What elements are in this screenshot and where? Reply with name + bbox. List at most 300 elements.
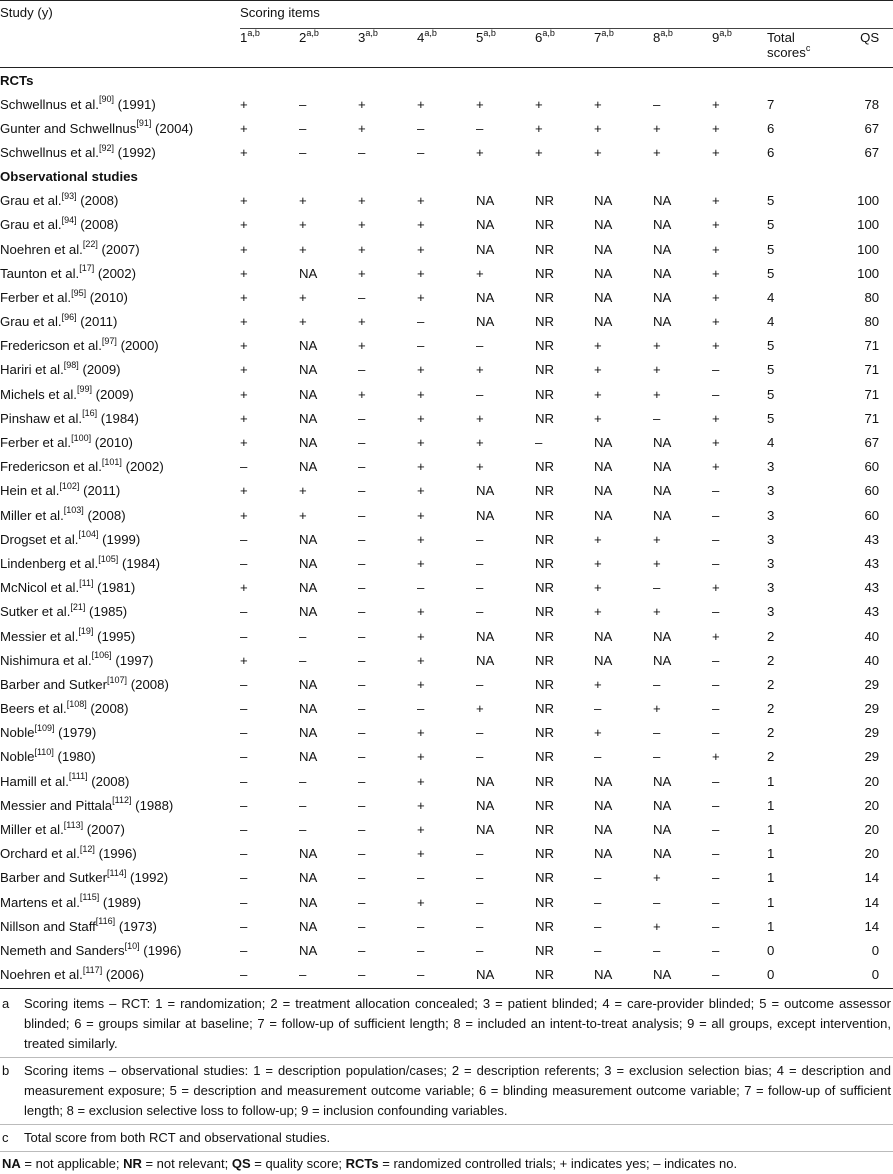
section-row <box>0 68 893 93</box>
item-cell-6: NR <box>535 483 555 499</box>
study-cell <box>0 842 240 866</box>
study-author: Messier et al. <box>0 628 79 644</box>
item-cell-5: NA <box>476 773 495 789</box>
item-cell-6: NR <box>535 967 555 983</box>
table-row <box>0 842 893 866</box>
total-cell: 2 <box>767 701 775 717</box>
study-cell <box>0 92 240 116</box>
table-row <box>0 721 893 745</box>
study-author: Schwellnus et al. <box>0 96 99 112</box>
study-reference: [10] <box>124 940 140 951</box>
study-author: Schwellnus et al. <box>0 144 99 160</box>
item-cell-7: NA <box>594 507 613 523</box>
item-cell-9: – <box>712 725 720 741</box>
item-number: 7 <box>594 30 602 45</box>
item-cell-2: + <box>299 193 307 209</box>
qs-cell: 20 <box>864 846 880 862</box>
item-cell-6: NR <box>535 918 555 934</box>
item-cell-2: + <box>299 507 307 523</box>
item-number: 9 <box>712 30 720 45</box>
study-reference: [102] <box>59 481 80 492</box>
abbreviation-definition: = not applicable; <box>20 1155 124 1171</box>
study-year: (2011) <box>76 314 118 330</box>
study-author: Noehren et al. <box>0 241 83 257</box>
item-cell-5: NA <box>476 193 495 209</box>
item-superscript: a,b <box>601 27 614 38</box>
study-year: (2007) <box>97 241 140 257</box>
item-cell-1: – <box>240 918 248 934</box>
item-cell-7: + <box>594 531 602 547</box>
qs-cell: 100 <box>857 193 880 209</box>
qs-cell: 29 <box>864 749 880 765</box>
qs-cell: 71 <box>864 338 880 354</box>
item-cell-9: – <box>712 942 720 958</box>
study-cell <box>0 140 240 164</box>
study-reference: [105] <box>98 553 119 564</box>
item-cell-5: NA <box>476 217 495 233</box>
study-cell <box>0 745 240 769</box>
study-author: Michels et al. <box>0 386 77 402</box>
footnote-text: Total score from both RCT and observational studies. <box>24 1129 331 1145</box>
item-cell-7: NA <box>594 459 613 475</box>
item-cell-9: – <box>712 531 720 547</box>
study-cell <box>0 817 240 841</box>
item-cell-9: – <box>712 676 720 692</box>
item-cell-9: + <box>712 435 720 451</box>
item-cell-1: + <box>240 386 248 402</box>
item-cell-7: + <box>594 410 602 426</box>
total-cell: 5 <box>767 338 775 354</box>
study-reference: [16] <box>82 408 98 419</box>
qs-cell: 14 <box>864 918 880 934</box>
table-row <box>0 116 893 140</box>
item-cell-6: NR <box>535 507 555 523</box>
item-cell-5: NA <box>476 289 495 305</box>
item-cell-2: – <box>299 96 307 112</box>
study-cell <box>0 890 240 914</box>
item-cell-4: + <box>417 217 425 233</box>
study-year: (2008) <box>86 701 129 717</box>
item-cell-4: + <box>417 604 425 620</box>
item-cell-1: – <box>240 894 248 910</box>
item-cell-2: NA <box>299 555 318 571</box>
item-cell-2: – <box>299 773 307 789</box>
item-cell-9: – <box>712 846 720 862</box>
table-row <box>0 551 893 575</box>
item-cell-6: NR <box>535 604 555 620</box>
footnote <box>0 994 893 1057</box>
total-cell: 1 <box>767 870 775 886</box>
item-cell-8: NA <box>653 797 672 813</box>
item-cell-8: NA <box>653 483 672 499</box>
item-cell-8: – <box>653 894 661 910</box>
item-cell-3: – <box>358 289 366 305</box>
abbreviation-definition: = not relevant; <box>141 1155 232 1171</box>
item-cell-8: – <box>653 410 661 426</box>
item-cell-8: + <box>653 531 661 547</box>
footnote-label: a <box>2 995 10 1011</box>
study-cell <box>0 310 240 334</box>
study-cell <box>0 261 240 285</box>
item-cell-7: NA <box>594 314 613 330</box>
item-cell-3: – <box>358 846 366 862</box>
item-cell-1: – <box>240 459 248 475</box>
footnote <box>0 1124 893 1151</box>
section-row <box>0 165 893 189</box>
item-cell-1: + <box>240 144 248 160</box>
item-cell-8: NA <box>653 822 672 838</box>
section-title: RCTs <box>0 72 34 88</box>
table-row <box>0 769 893 793</box>
item-cell-2: + <box>299 483 307 499</box>
item-cell-9: – <box>712 362 720 378</box>
table-row <box>0 455 893 479</box>
item-cell-8: – <box>653 942 661 958</box>
item-cell-1: – <box>240 555 248 571</box>
study-author: Nillson and Staff <box>0 918 96 934</box>
study-reference: [116] <box>95 916 116 927</box>
item-cell-9: + <box>712 314 720 330</box>
footnote-text: Scoring items – RCT: 1 = randomization; 2 = treatment allocation concealed; 3 = patient blinded; 4 = care-provider blinded; 5 = outcome assessor blinded; 6 = groups similar at baseline; 7 = follow-up of sufficient length; 8 = included an intent-to-treat analysis; 9 = all groups, except intervention, treated similarly. <box>24 995 891 1051</box>
item-cell-2: NA <box>299 749 318 765</box>
total-cell: 0 <box>767 967 775 983</box>
study-author: Miller et al. <box>0 822 64 838</box>
qs-cell: 14 <box>864 870 880 886</box>
qs-cell: 67 <box>864 144 880 160</box>
qs-cell: 100 <box>857 217 880 233</box>
qs-cell: 43 <box>864 531 880 547</box>
item-cell-4: – <box>417 967 425 983</box>
item-cell-4: – <box>417 701 425 717</box>
item-cell-3: + <box>358 96 366 112</box>
study-reference: [110] <box>34 747 54 758</box>
study-year: (2000) <box>116 338 159 354</box>
study-reference: [100] <box>71 432 92 443</box>
item-cell-5: + <box>476 410 484 426</box>
item-cell-6: NR <box>535 289 555 305</box>
qs-cell: 60 <box>864 459 880 475</box>
item-cell-8: NA <box>653 289 672 305</box>
qs-cell: 20 <box>864 797 880 813</box>
study-year: (2002) <box>94 265 136 281</box>
item-cell-8: NA <box>653 652 672 668</box>
item-cell-6: NR <box>535 531 555 547</box>
study-year: (2010) <box>86 289 128 305</box>
item-cell-4: + <box>417 507 425 523</box>
item-cell-3: – <box>358 942 366 958</box>
study-year: (1981) <box>93 580 136 596</box>
item-header-1 <box>240 29 299 68</box>
item-header-3 <box>358 29 417 68</box>
item-cell-8: – <box>653 676 661 692</box>
study-cell <box>0 576 240 600</box>
item-cell-2: NA <box>299 459 318 475</box>
study-reference: [22] <box>82 239 98 250</box>
table-row <box>0 672 893 696</box>
item-cell-7: – <box>594 870 602 886</box>
item-cell-5: – <box>476 942 484 958</box>
item-cell-8: + <box>653 338 661 354</box>
item-cell-6: NR <box>535 580 555 596</box>
study-cell <box>0 285 240 309</box>
item-cell-3: – <box>358 410 366 426</box>
study-cell <box>0 455 240 479</box>
item-cell-4: + <box>417 725 425 741</box>
item-cell-1: + <box>240 289 248 305</box>
table-row <box>0 213 893 237</box>
study-cell <box>0 430 240 454</box>
item-cell-5: + <box>476 144 484 160</box>
study-cell <box>0 116 240 140</box>
total-cell: 7 <box>767 96 775 112</box>
item-cell-6: NR <box>535 870 555 886</box>
item-cell-8: – <box>653 580 661 596</box>
item-cell-2: – <box>299 144 307 160</box>
item-cell-3: + <box>358 338 366 354</box>
item-number: 3 <box>358 30 366 45</box>
item-cell-4: + <box>417 193 425 209</box>
item-cell-5: – <box>476 846 484 862</box>
item-cell-4: + <box>417 96 425 112</box>
item-cell-7: + <box>594 725 602 741</box>
study-reference: [101] <box>101 456 122 467</box>
study-cell <box>0 672 240 696</box>
study-author: Orchard et al. <box>0 846 80 862</box>
item-cell-4: + <box>417 676 425 692</box>
item-cell-7: NA <box>594 435 613 451</box>
item-cell-4: – <box>417 338 425 354</box>
item-cell-7: NA <box>594 797 613 813</box>
item-header-2 <box>299 29 358 68</box>
item-cell-7: + <box>594 144 602 160</box>
qs-cell: 14 <box>864 894 880 910</box>
item-cell-4: + <box>417 749 425 765</box>
abbreviations <box>0 1151 893 1174</box>
item-cell-6: NR <box>535 265 555 281</box>
item-superscript: a,b <box>424 27 437 38</box>
item-cell-7: NA <box>594 628 613 644</box>
study-cell <box>0 189 240 213</box>
item-cell-1: + <box>240 217 248 233</box>
qs-cell: 43 <box>864 580 880 596</box>
item-cell-6: NR <box>535 241 555 257</box>
item-cell-2: NA <box>299 338 318 354</box>
total-cell: 3 <box>767 459 775 475</box>
item-cell-5: NA <box>476 652 495 668</box>
abbreviation-term: NR <box>123 1155 142 1171</box>
item-cell-5: + <box>476 96 484 112</box>
study-reference: [97] <box>101 335 117 346</box>
study-reference: [17] <box>79 263 95 274</box>
item-cell-3: – <box>358 797 366 813</box>
total-cell: 5 <box>767 217 775 233</box>
item-cell-7: NA <box>594 846 613 862</box>
study-cell <box>0 382 240 406</box>
total-cell: 6 <box>767 120 775 136</box>
header-row-1 <box>0 1 893 29</box>
table-row <box>0 600 893 624</box>
study-author: Grau et al. <box>0 193 62 209</box>
study-year: (2006) <box>102 967 144 983</box>
item-cell-9: + <box>712 628 720 644</box>
item-cell-7: NA <box>594 241 613 257</box>
qs-cell: 20 <box>864 773 880 789</box>
table-row <box>0 92 893 116</box>
item-cell-2: – <box>299 652 307 668</box>
item-cell-8: NA <box>653 265 672 281</box>
item-cell-5: NA <box>476 314 495 330</box>
study-year: (1996) <box>94 846 137 862</box>
study-year: (2009) <box>78 362 121 378</box>
item-number: 8 <box>653 30 661 45</box>
study-year: (1997) <box>111 652 154 668</box>
item-cell-3: – <box>358 870 366 886</box>
item-cell-5: + <box>476 459 484 475</box>
study-author: Hein et al. <box>0 483 60 499</box>
item-cell-4: + <box>417 894 425 910</box>
item-cell-1: + <box>240 265 248 281</box>
table-row <box>0 624 893 648</box>
study-year: (1992) <box>113 144 156 160</box>
item-cell-3: – <box>358 531 366 547</box>
item-cell-4: + <box>417 822 425 838</box>
item-cell-2: NA <box>299 580 318 596</box>
item-cell-4: + <box>417 410 425 426</box>
item-cell-1: + <box>240 338 248 354</box>
table-row <box>0 358 893 382</box>
item-cell-3: – <box>358 725 366 741</box>
item-cell-9: – <box>712 483 720 499</box>
item-cell-6: NR <box>535 386 555 402</box>
item-cell-9: + <box>712 459 720 475</box>
table-row <box>0 237 893 261</box>
qs-cell: 71 <box>864 362 880 378</box>
table-row <box>0 285 893 309</box>
item-cell-4: – <box>417 918 425 934</box>
scoring-items-header: Scoring items <box>240 1 893 29</box>
item-cell-4: – <box>417 314 425 330</box>
qs-cell: 43 <box>864 604 880 620</box>
study-cell <box>0 479 240 503</box>
total-cell: 3 <box>767 555 775 571</box>
item-cell-1: + <box>240 362 248 378</box>
total-cell: 6 <box>767 144 775 160</box>
study-year: (1992) <box>126 870 169 886</box>
study-author: Noble <box>0 725 35 741</box>
study-author: Nemeth and Sanders <box>0 942 125 958</box>
item-cell-2: NA <box>299 894 318 910</box>
study-year: (2004) <box>151 120 194 136</box>
table-row <box>0 963 893 987</box>
table-row <box>0 914 893 938</box>
study-reference: [114] <box>107 868 127 879</box>
item-cell-3: – <box>358 967 366 983</box>
item-cell-3: – <box>358 918 366 934</box>
item-cell-4: – <box>417 942 425 958</box>
study-header: Study (y) <box>0 5 53 20</box>
item-cell-3: – <box>358 676 366 692</box>
item-cell-9: + <box>712 580 720 596</box>
item-cell-9: + <box>712 338 720 354</box>
study-reference: [91] <box>136 118 152 129</box>
item-cell-1: – <box>240 628 248 644</box>
item-cell-9: – <box>712 918 720 934</box>
item-cell-4: + <box>417 797 425 813</box>
study-author: Gunter and Schwellnus <box>0 120 137 136</box>
item-cell-7: NA <box>594 217 613 233</box>
study-reference: [115] <box>79 892 100 903</box>
study-reference: [117] <box>82 964 103 975</box>
item-cell-3: – <box>358 604 366 620</box>
total-cell: 3 <box>767 507 775 523</box>
item-cell-3: – <box>358 483 366 499</box>
table-row <box>0 430 893 454</box>
item-cell-9: – <box>712 507 720 523</box>
item-cell-8: NA <box>653 459 672 475</box>
qs-cell: 29 <box>864 725 880 741</box>
total-cell: 1 <box>767 894 775 910</box>
study-reference: [12] <box>79 843 95 854</box>
study-reference: [92] <box>98 142 114 153</box>
header-blank <box>0 29 240 68</box>
study-cell <box>0 866 240 890</box>
item-cell-3: – <box>358 773 366 789</box>
study-year: (2010) <box>91 435 133 451</box>
item-cell-8: + <box>653 918 661 934</box>
study-year: (1995) <box>93 628 136 644</box>
item-cell-8: + <box>653 555 661 571</box>
total-cell: 3 <box>767 580 775 596</box>
item-cell-7: NA <box>594 773 613 789</box>
item-cell-2: + <box>299 217 307 233</box>
table-row <box>0 648 893 672</box>
item-cell-6: NR <box>535 749 555 765</box>
study-cell <box>0 721 240 745</box>
item-cell-3: – <box>358 701 366 717</box>
item-number: 4 <box>417 30 425 45</box>
study-reference: [112] <box>112 795 132 806</box>
item-cell-2: NA <box>299 604 318 620</box>
item-cell-1: – <box>240 531 248 547</box>
item-cell-6: NR <box>535 314 555 330</box>
item-cell-2: NA <box>299 362 318 378</box>
study-cell <box>0 213 240 237</box>
item-cell-5: NA <box>476 822 495 838</box>
study-author: Hamill et al. <box>0 773 69 789</box>
item-cell-8: NA <box>653 435 672 451</box>
study-author: Barber and Sutker <box>0 676 108 692</box>
item-cell-7: + <box>594 386 602 402</box>
total-cell: 2 <box>767 725 775 741</box>
study-year: (2009) <box>91 386 134 402</box>
study-author: Ferber et al. <box>0 435 72 451</box>
study-year: (1980) <box>53 749 96 765</box>
item-cell-6: NR <box>535 459 555 475</box>
study-year: (1973) <box>115 918 157 934</box>
item-cell-3: – <box>358 555 366 571</box>
qs-cell: 29 <box>864 701 880 717</box>
total-cell: 2 <box>767 749 775 765</box>
qs-cell: 43 <box>864 555 880 571</box>
item-cell-4: – <box>417 580 425 596</box>
item-cell-1: – <box>240 676 248 692</box>
item-number: 5 <box>476 30 484 45</box>
abbreviation-term: RCTs <box>345 1155 379 1171</box>
item-cell-1: + <box>240 580 248 596</box>
item-cell-2: NA <box>299 918 318 934</box>
study-reference: [93] <box>61 190 77 201</box>
item-header-8 <box>653 29 712 68</box>
